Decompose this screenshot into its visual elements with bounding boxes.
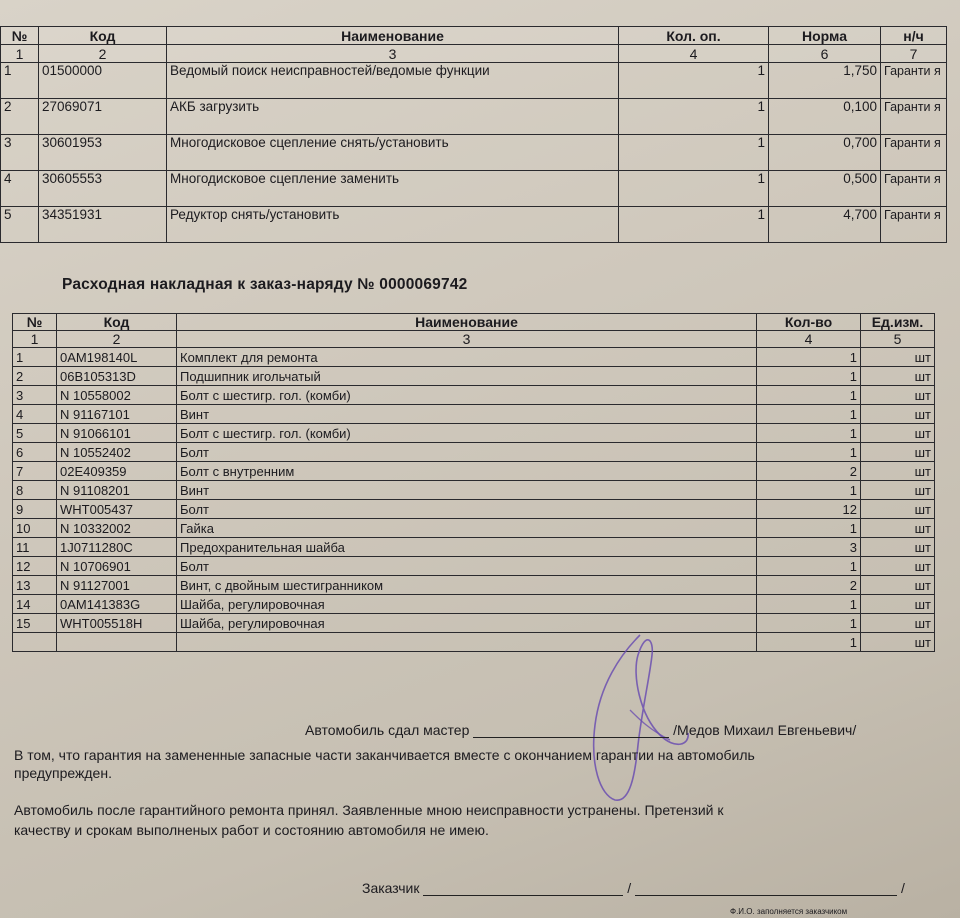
row-code: N 10552402 — [57, 443, 177, 462]
row-qty: 1 — [757, 443, 861, 462]
row-name: Ведомый поиск неисправностей/ведомые функции — [167, 63, 619, 99]
row-code: 01500000 — [39, 63, 167, 99]
row-nh: Гаранти я — [881, 135, 947, 171]
col-header-name: Наименование — [167, 27, 619, 45]
master-name: /Медов Михаил Евгеньевич/ — [673, 722, 857, 738]
col-number: 4 — [757, 331, 861, 348]
row-nh: Гаранти я — [881, 207, 947, 243]
row-name: Предохранительная шайба — [177, 538, 757, 557]
row-nh: Гаранти я — [881, 171, 947, 207]
row-unit: шт — [861, 348, 935, 367]
row-name: Болт с шестигр. гол. (комби) — [177, 386, 757, 405]
row-no — [13, 633, 57, 652]
row-no: 4 — [13, 405, 57, 424]
master-signature-blank — [473, 737, 669, 738]
row-unit: шт — [861, 424, 935, 443]
table-row — [13, 538, 935, 557]
row-no: 3 — [1, 135, 39, 171]
row-code: N 91066101 — [57, 424, 177, 443]
col-header-name: Наименование — [177, 314, 757, 331]
row-unit: шт — [861, 462, 935, 481]
row-norm: 4,700 — [769, 207, 881, 243]
table-row — [13, 500, 935, 519]
row-unit: шт — [861, 633, 935, 652]
row-nh: Гаранти я — [881, 63, 947, 99]
row-no: 10 — [13, 519, 57, 538]
table-row — [1, 63, 947, 99]
row-name: Винт — [177, 481, 757, 500]
row-unit: шт — [861, 367, 935, 386]
accept-note: Автомобиль после гарантийного ремонта принял. Заявленные мною неисправности устранены. Претензий к — [14, 802, 724, 818]
row-qty: 1 — [619, 171, 769, 207]
row-qty: 1 — [757, 405, 861, 424]
row-qty: 1 — [619, 99, 769, 135]
slash: / — [900, 880, 905, 896]
row-qty: 1 — [757, 367, 861, 386]
row-no: 6 — [13, 443, 57, 462]
col-header-nh: н/ч — [881, 27, 947, 45]
signature-scribble — [580, 615, 700, 815]
row-code: 1J0711280C — [57, 538, 177, 557]
accept-note-2: качеству и срокам выполненых работ и состоянию автомобиля не имею. — [14, 822, 489, 838]
row-no: 12 — [13, 557, 57, 576]
col-number: 1 — [1, 45, 39, 63]
row-name: Редуктор снять/установить — [167, 207, 619, 243]
row-name: Болт с внутренним — [177, 462, 757, 481]
col-header-qty: Кол. оп. — [619, 27, 769, 45]
master-label: Автомобиль сдал мастер — [305, 722, 470, 738]
table-row — [13, 576, 935, 595]
table-row — [13, 462, 935, 481]
row-name: АКБ загрузить — [167, 99, 619, 135]
row-no: 4 — [1, 171, 39, 207]
table-row — [13, 348, 935, 367]
row-no: 5 — [13, 424, 57, 443]
col-number: 4 — [619, 45, 769, 63]
row-name: Подшипник игольчатый — [177, 367, 757, 386]
row-code: 34351931 — [39, 207, 167, 243]
warranty-note-2: предупрежден. — [14, 765, 112, 781]
table-row — [13, 614, 935, 633]
table-row — [13, 519, 935, 538]
col-number: 6 — [769, 45, 881, 63]
row-code: WHT005437 — [57, 500, 177, 519]
row-no: 2 — [1, 99, 39, 135]
row-unit: шт — [861, 386, 935, 405]
table-row — [13, 386, 935, 405]
row-unit: шт — [861, 481, 935, 500]
col-header-no: № — [13, 314, 57, 331]
warranty-note: В том, что гарантия на замененные запасные части заканчивается вместе с окончанием гарантии на автомобиль — [14, 747, 755, 763]
row-name: Болт — [177, 443, 757, 462]
table-row — [1, 207, 947, 243]
row-name: Болт — [177, 500, 757, 519]
row-no: 5 — [1, 207, 39, 243]
row-no: 13 — [13, 576, 57, 595]
row-qty: 12 — [757, 500, 861, 519]
table-row — [13, 443, 935, 462]
row-no: 1 — [1, 63, 39, 99]
row-unit: шт — [861, 405, 935, 424]
services-table — [0, 26, 947, 243]
row-code: N 10558002 — [57, 386, 177, 405]
row-qty: 1 — [757, 557, 861, 576]
row-code: 0AM198140L — [57, 348, 177, 367]
invoice-title: Расходная накладная к заказ-наряду № 0000069742 — [62, 276, 468, 293]
row-unit: шт — [861, 538, 935, 557]
row-unit: шт — [861, 443, 935, 462]
row-no: 15 — [13, 614, 57, 633]
row-qty: 1 — [757, 614, 861, 633]
row-qty: 3 — [757, 538, 861, 557]
col-number: 7 — [881, 45, 947, 63]
col-header-qty: Кол-во — [757, 314, 861, 331]
row-no: 7 — [13, 462, 57, 481]
row-name: Винт — [177, 405, 757, 424]
table-row — [13, 405, 935, 424]
table-row — [1, 99, 947, 135]
col-header-no: № — [1, 27, 39, 45]
col-header-code: Код — [57, 314, 177, 331]
row-qty: 1 — [757, 348, 861, 367]
row-no: 14 — [13, 595, 57, 614]
row-code: 27069071 — [39, 99, 167, 135]
row-code: 06B105313D — [57, 367, 177, 386]
col-header-code: Код — [39, 27, 167, 45]
row-name: Многодисковое сцепление снять/установить — [167, 135, 619, 171]
row-code: N 10332002 — [57, 519, 177, 538]
row-nh: Гаранти я — [881, 99, 947, 135]
invoice-table — [12, 313, 935, 652]
slash: / — [627, 880, 632, 896]
master-line — [305, 722, 856, 738]
row-qty: 1 — [619, 207, 769, 243]
row-name: Винт, с двойным шестигранником — [177, 576, 757, 595]
row-no: 9 — [13, 500, 57, 519]
row-no: 2 — [13, 367, 57, 386]
row-name: Комплект для ремонта — [177, 348, 757, 367]
table-row — [1, 171, 947, 207]
fio-note: Ф.И.О. заполняется заказчиком — [730, 907, 848, 916]
row-qty: 1 — [619, 135, 769, 171]
row-name: Болт с шестигр. гол. (комби) — [177, 424, 757, 443]
row-qty: 1 — [757, 424, 861, 443]
row-code: N 91108201 — [57, 481, 177, 500]
customer-line — [362, 880, 905, 896]
row-name: Многодисковое сцепление заменить — [167, 171, 619, 207]
row-norm: 0,700 — [769, 135, 881, 171]
row-unit: шт — [861, 557, 935, 576]
row-name: Шайба, регулировочная — [177, 595, 757, 614]
row-unit: шт — [861, 595, 935, 614]
row-no: 1 — [13, 348, 57, 367]
row-code: N 91167101 — [57, 405, 177, 424]
row-qty: 1 — [757, 519, 861, 538]
row-qty: 1 — [757, 633, 861, 652]
row-norm: 0,100 — [769, 99, 881, 135]
row-qty: 2 — [757, 462, 861, 481]
customer-name-blank — [635, 895, 897, 896]
table-row — [13, 367, 935, 386]
col-number: 2 — [39, 45, 167, 63]
row-unit: шт — [861, 576, 935, 595]
row-code — [57, 633, 177, 652]
customer-label: Заказчик — [362, 880, 420, 896]
table-row — [13, 595, 935, 614]
table-row — [1, 135, 947, 171]
row-unit: шт — [861, 519, 935, 538]
row-name: Шайба, регулировочная — [177, 614, 757, 633]
row-code: WHT005518H — [57, 614, 177, 633]
row-qty: 1 — [619, 63, 769, 99]
col-number: 2 — [57, 331, 177, 348]
col-number: 1 — [13, 331, 57, 348]
customer-signature-blank — [423, 895, 623, 896]
row-qty: 1 — [757, 481, 861, 500]
row-unit: шт — [861, 500, 935, 519]
col-number: 5 — [861, 331, 935, 348]
row-no: 3 — [13, 386, 57, 405]
table-row — [13, 557, 935, 576]
row-unit: шт — [861, 614, 935, 633]
table-row — [13, 481, 935, 500]
col-number: 3 — [177, 331, 757, 348]
row-name: Гайка — [177, 519, 757, 538]
table-row — [13, 424, 935, 443]
row-qty: 1 — [757, 595, 861, 614]
row-qty: 2 — [757, 576, 861, 595]
row-norm: 0,500 — [769, 171, 881, 207]
row-qty: 1 — [757, 386, 861, 405]
row-name: Болт — [177, 557, 757, 576]
col-header-norm: Норма — [769, 27, 881, 45]
row-no: 11 — [13, 538, 57, 557]
row-code: 30601953 — [39, 135, 167, 171]
col-header-unit: Ед.изм. — [861, 314, 935, 331]
row-code: 02E409359 — [57, 462, 177, 481]
row-code: N 91127001 — [57, 576, 177, 595]
row-no: 8 — [13, 481, 57, 500]
table-row — [13, 633, 935, 652]
row-norm: 1,750 — [769, 63, 881, 99]
row-code: 0AM141383G — [57, 595, 177, 614]
col-number: 3 — [167, 45, 619, 63]
row-code: 30605553 — [39, 171, 167, 207]
row-code: N 10706901 — [57, 557, 177, 576]
